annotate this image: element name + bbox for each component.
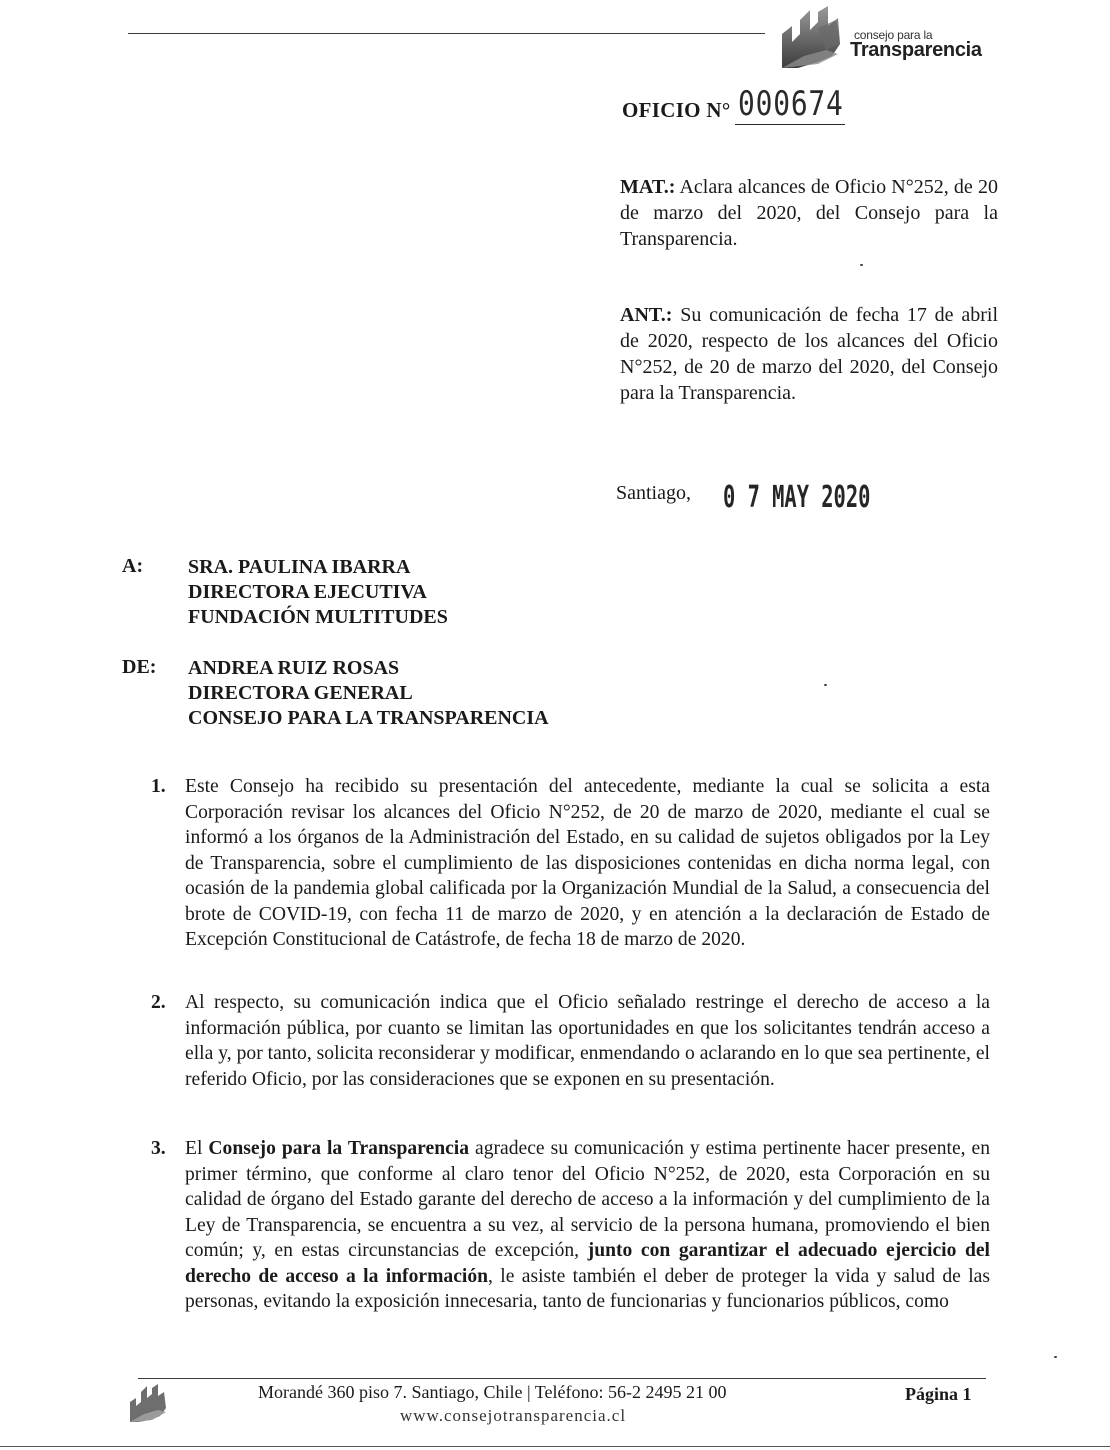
ant-label: ANT.: bbox=[620, 304, 673, 326]
to-organization: FUNDACIÓN MULTITUDES bbox=[188, 606, 448, 628]
oficio-underline bbox=[735, 124, 845, 125]
paragraph-number: 2. bbox=[151, 992, 166, 1013]
paragraph-text: El bbox=[185, 1138, 209, 1159]
paragraph-text: , le asiste también el deber de proteger la vida y salud de las personas, evitando la exposición innecesaria, tanto de funcionarias y funcionarios públicos, como bbox=[185, 1265, 990, 1312]
to-label: A: bbox=[122, 555, 144, 577]
from-position: DIRECTORA GENERAL bbox=[188, 682, 413, 704]
scan-speck bbox=[860, 264, 863, 266]
bold-text: Consejo para la Transparencia bbox=[208, 1138, 470, 1159]
paragraph-text: agradece su comunicación y estima pertinente hacer presente, en primer término, que conforme al claro tenor del Oficio N°252, de 2020, esta Corporación en su calidad de órgano del Estado garante del derecho de acceso a la información y del cumplimiento de la Ley de Transparencia, se encuentra a su vez, al servicio de la persona humana, promoviendo el bien común; y, en estas circunstancias de excepción, bbox=[185, 1138, 991, 1261]
from-name: ANDREA RUIZ ROSAS bbox=[188, 657, 400, 679]
mat-text: Aclara alcances de Oficio N°252, de 20 de marzo del 2020, del Consejo para la Transparencia. bbox=[620, 176, 998, 250]
paragraph-1 bbox=[185, 774, 990, 953]
paragraph-text: Al respecto, su comunicación indica que el Oficio señalado restringe el derecho de acceso a la información pública, por cuanto se limitan las oportunidades en que los solicitantes tendrán acceso a ella y, por tanto, solicita reconsiderar y modificar, enmendando o aclarando en lo que sea pertinente, el referido Oficio, por las consideraciones que se exponen en su presentación. bbox=[185, 992, 990, 1090]
scan-speck bbox=[1054, 1356, 1057, 1358]
footer-website: www.consejotransparencia.cl bbox=[400, 1406, 627, 1425]
page-edge-rule bbox=[0, 1446, 1110, 1447]
paragraph-number: 1. bbox=[151, 776, 166, 797]
oficio-label: OFICIO N° bbox=[622, 98, 731, 122]
footer-address: Morandé 360 piso 7. Santiago, Chile | Teléfono: 56-2 2495 21 00 bbox=[258, 1382, 727, 1402]
paragraph-text: Este Consejo ha recibido su presentación del antecedente, mediante la cual se solicita a esta Corporación revisar los alcances del Oficio N°252, de 20 de marzo de 2020, mediante el cual se informó a los órganos de la Administración del Estado, en su calidad de sujetos obligados por la Ley de Transparencia, sobre el cumplimiento de las disposiciones contenidas en dicha norma legal, con ocasión de la pandemia global calificada por la Organización Mundial de la Salud, a consecuencia del brote de COVID-19, con fecha 11 de marzo de 2020, y en atención a la declaración de Estado de Excepción Constitucional de Catástrofe, de fecha 18 de marzo de 2020. bbox=[185, 776, 990, 950]
bold-text: junto con garantizar el adecuado ejercicio del derecho de acceso a la información bbox=[185, 1240, 990, 1287]
consejo-logo-mark-icon bbox=[778, 4, 858, 70]
to-position: DIRECTORA EJECUTIVA bbox=[188, 581, 427, 603]
mat-block bbox=[620, 174, 998, 252]
from-label: DE: bbox=[122, 656, 157, 678]
ant-block bbox=[620, 302, 998, 406]
page-number: Página 1 bbox=[905, 1384, 972, 1404]
date-place: Santiago, bbox=[616, 482, 691, 504]
paragraph-3 bbox=[185, 1136, 990, 1315]
to-address bbox=[188, 555, 448, 630]
to-name: SRA. PAULINA IBARRA bbox=[188, 556, 411, 578]
date-stamp: 0 7 MAY 2020 bbox=[723, 480, 871, 515]
logo-text-brand: Transparencia bbox=[850, 39, 982, 61]
oficio-number: 000674 bbox=[738, 84, 844, 124]
footer-logo-icon bbox=[128, 1382, 170, 1424]
consejo-logo bbox=[778, 4, 994, 70]
paragraph-number: 3. bbox=[151, 1138, 166, 1159]
from-organization: CONSEJO PARA LA TRANSPARENCIA bbox=[188, 707, 549, 729]
paragraph-2 bbox=[185, 990, 990, 1092]
scan-speck bbox=[824, 684, 827, 686]
mat-label: MAT.: bbox=[620, 176, 676, 198]
from-address bbox=[188, 656, 549, 731]
header-rule bbox=[128, 33, 765, 34]
ant-text: Su comunicación de fecha 17 de abril de 2020, respecto de los alcances del Oficio N°252, de 20 de marzo del 2020, del Consejo para la Transparencia. bbox=[620, 304, 999, 404]
logo-text-small: consejo para la bbox=[854, 28, 933, 42]
footer-rule bbox=[138, 1378, 986, 1379]
